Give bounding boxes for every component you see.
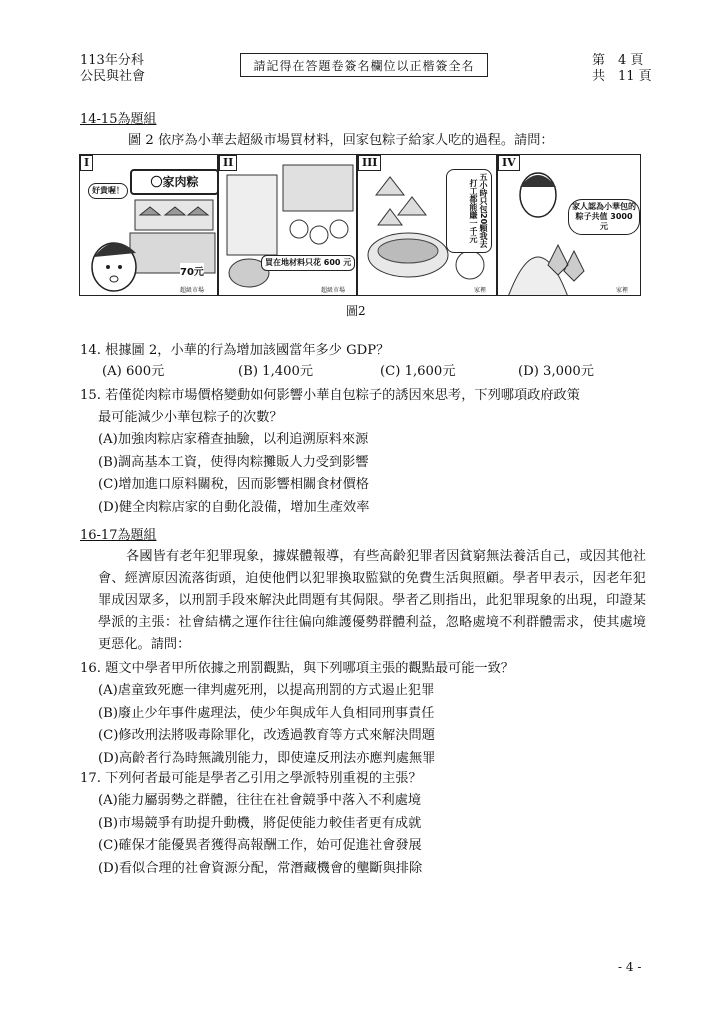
option-c[interactable]: (C)修改刑法將吸毒除罪化，改透過教育等方式來解決問題 [98,728,435,743]
question-15-options [98,429,369,519]
speech-bubble: 家人認為小華包的粽子共值 3000 元 [568,199,640,235]
passage: 各國皆有老年犯罪現象，據媒體報導，有些高齡犯罪者因貧窮無法養活自己，或因其他社會、經濟原因流落街頭，迫使他們以犯罪換取監獄的免費生活與照顧。學者甲表示，因老年犯罪成因眾多，以刑罰手段來解決此問題有其侷限。學者乙則指出，此犯罪現象的出現，印證某學派的主張：社會結構之運作往往偏向維護優勢群體利益，忽略處境不利群體需求，使其處境更惡化。請問： [98,549,646,652]
market-stall-illustration [219,155,357,296]
signature-notice-box: 請記得在答題卷簽名欄位以正楷簽全名 [240,53,488,77]
option-c[interactable]: (C)確保才能優異者獲得高報酬工作，始可促進社會發展 [98,838,422,853]
option-a[interactable]: (A)虐童致死應一律判處死刑，以提高刑罰的方式遏止犯罪 [98,683,435,698]
question-15-stem: 15. 若僅從肉粽市場價格變動如何影響小華自包粽子的誘因來思考，下列哪項政府政策 [80,388,580,403]
comic-panel-3 [357,154,497,296]
question-16-options [98,680,435,770]
option-d[interactable]: (D) 3,000元 [518,364,594,379]
option-d[interactable]: (D)健全肉粽店家的自動化設備，增加生產效率 [98,499,370,515]
total-pages: 共 11 頁 [592,69,652,84]
speech-bubble: 好貴喔！ [88,183,128,199]
comic-figure [79,154,641,296]
panel-number: IV [498,155,520,171]
figure-intro: 圖 2 依序為小華去超級市場買材料，回家包粽子給家人吃的過程。請問： [128,133,554,148]
shop-sign: 〇家肉粽 [130,169,218,195]
panel-number: II [219,155,237,171]
option-b[interactable]: (B)市場競爭有助提升動機，將促使能力較佳者更有成就 [98,815,422,831]
option-d[interactable]: (D)高齡者行為時無識別能力，即使違反刑法亦應判處無罪 [98,750,436,766]
question-17-stem: 17. 下列何者最可能是學者乙引用之學派特別重視的主張？ [80,771,422,786]
question-14-stem: 14. 根據圖 2，小華的行為增加該國當年多少 GDP？ [80,343,390,358]
option-b[interactable]: (B) 1,400元 [238,364,314,379]
figure-caption: 圖2 [346,304,366,318]
question-15-stem-cont: 最可能減少小華包粽子的次數？ [98,410,283,425]
panel-number: III [358,155,381,171]
page-indicator: 第 4 頁 [592,53,644,68]
speech-bubble: 五小時只包20顆我去打工都能賺一千元 [446,169,492,253]
subject-line-2: 公民與社會 [80,69,146,84]
option-b[interactable]: (B)廢止少年事件處理法，使少年與成年人負相同刑事責任 [98,705,435,721]
question-group-label: 16-17為題組 [80,528,157,543]
option-b[interactable]: (B)調高基本工資，使得肉粽攤販人力受到影響 [98,454,369,470]
location-label: 超級市場 [180,287,205,294]
option-a[interactable]: (A)能力屬弱勢之群體，往往在社會競爭中落入不利處境 [98,793,422,808]
comic-panel-1 [79,154,218,296]
location-label: 超級市場 [321,287,346,294]
price-tag: 70元 [180,263,204,278]
speech-bubble: 買在地材料只花 600 元 [261,255,355,271]
question-16-stem: 16. 題文中學者甲所依據之刑罰觀點，與下列哪項主張的觀點最可能一致？ [80,661,514,676]
location-label: 家裡 [474,287,487,294]
comic-panel-4 [497,154,641,296]
option-a[interactable]: (A)加強肉粽店家稽查抽驗，以利追溯原料來源 [98,432,369,447]
panel-number: I [80,155,93,171]
question-17-options [98,790,422,880]
question-14-options [102,362,622,382]
page-number: - 4 - [618,960,642,974]
option-d[interactable]: (D)看似合理的社會資源分配，常潛藏機會的壟斷與排除 [98,860,423,876]
subject-line-1: 113年分科 [80,53,144,68]
comic-panel-2 [218,154,357,296]
option-a[interactable]: (A) 600元 [102,364,165,379]
question-group-label: 14-15為題組 [80,112,157,127]
location-label: 家裡 [616,287,629,294]
option-c[interactable]: (C)增加進口原料關稅，因而影響相關食材價格 [98,477,369,492]
option-c[interactable]: (C) 1,600元 [380,364,456,379]
